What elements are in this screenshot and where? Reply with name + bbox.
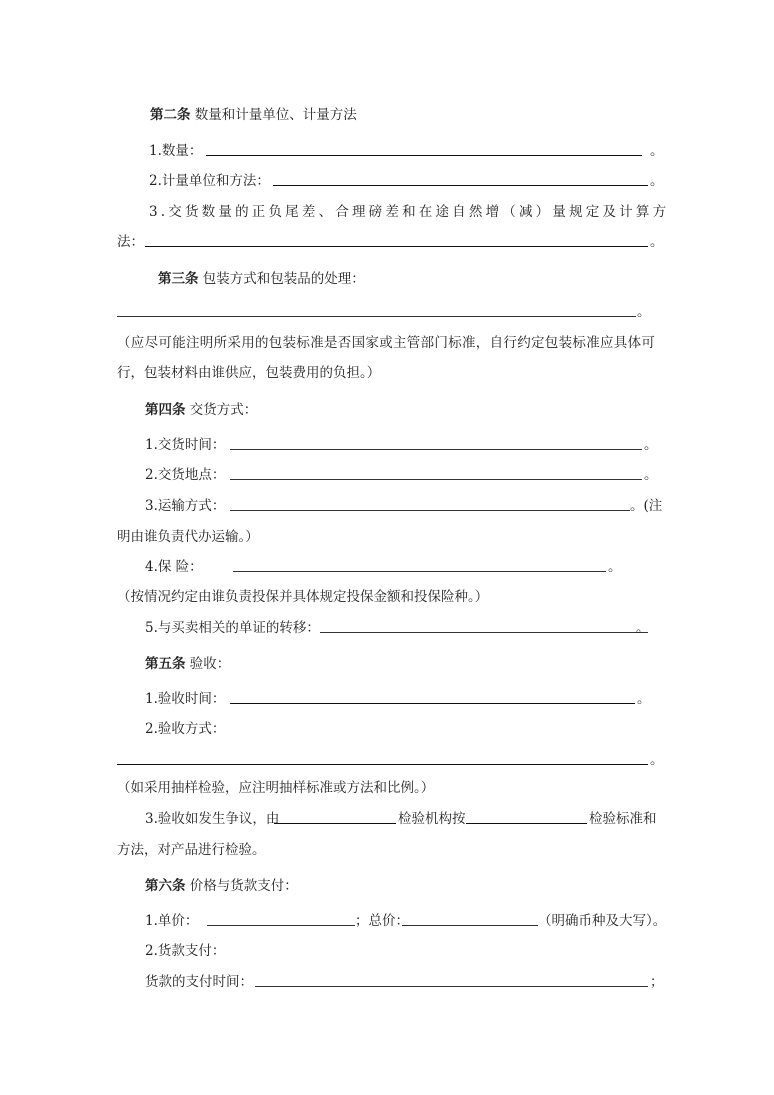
- dispute-text-2: 检验机构按: [398, 811, 466, 827]
- article-6-title: 第六条: [145, 878, 186, 894]
- documents-label: 5.与买卖相关的单证的转移：: [145, 620, 320, 636]
- packaging-period: 。: [637, 304, 651, 320]
- inspection-method-period: 。: [650, 752, 664, 768]
- quantity-label: 1.数量：: [149, 143, 203, 159]
- insurance-blank[interactable]: [233, 571, 606, 572]
- delivery-time-label: 1.交货时间：: [145, 437, 226, 453]
- quantity-period: 。: [650, 143, 664, 159]
- delivery-place-label: 2.交货地点：: [145, 467, 226, 483]
- article-2-text: 数量和计量单位、计量方法: [194, 107, 357, 123]
- delivery-time-blank[interactable]: [230, 449, 642, 450]
- unit-price-label: 1.单价：: [145, 913, 199, 929]
- total-price-label: ；总价：: [355, 913, 409, 929]
- tolerance-line-2: 法：: [117, 234, 144, 250]
- packaging-note-2: 行，包装材料由谁供应，包装费用的负担。）: [117, 365, 381, 381]
- article-5-title: 第五条: [145, 656, 186, 672]
- unit-price-blank[interactable]: [207, 925, 355, 926]
- delivery-place-blank[interactable]: [230, 479, 642, 480]
- delivery-time-period: 。: [644, 437, 658, 453]
- tolerance-line-1: 3.交货数量的正负尾差、合理磅差和在途自然增（减）量规定及计算方: [149, 204, 670, 220]
- unit-method-period: 。: [650, 173, 664, 189]
- tolerance-blank[interactable]: [145, 246, 648, 247]
- payment-time-semicolon: ；: [650, 974, 664, 990]
- documents-period: 。: [636, 620, 650, 636]
- dispute-text-1: 3.验收如发生争议，由: [145, 811, 280, 827]
- inspection-method-blank[interactable]: [117, 764, 648, 765]
- sampling-note: （如采用抽样检验，应注明抽样标准或方法和比例。）: [117, 780, 435, 796]
- inspection-standard-blank[interactable]: [466, 823, 587, 824]
- tolerance-period: 。: [650, 234, 664, 250]
- transport-tail: 。(注: [630, 498, 663, 514]
- total-price-blank[interactable]: [402, 925, 538, 926]
- documents-blank[interactable]: [320, 632, 648, 633]
- dispute-text-3: 检验标准和: [589, 811, 657, 827]
- article-3-heading: [158, 270, 365, 288]
- unit-method-blank[interactable]: [273, 185, 648, 186]
- inspection-agency-blank[interactable]: [274, 823, 396, 824]
- article-3-text: 包装方式和包装品的处理：: [202, 271, 365, 287]
- packaging-note-1: （应尽可能注明所采用的包装标准是否国家或主管部门标准，自行约定包装标准应具体可: [117, 335, 656, 351]
- article-5-text: 验收：: [189, 656, 231, 672]
- article-4-text: 交货方式：: [189, 402, 258, 418]
- quantity-blank[interactable]: [206, 155, 642, 156]
- insurance-label: 4.保 险：: [145, 559, 203, 575]
- article-4-heading: [145, 401, 257, 419]
- article-2-heading: [150, 106, 357, 124]
- insurance-period: 。: [608, 559, 622, 575]
- article-6-text: 价格与货款支付：: [189, 878, 298, 894]
- delivery-place-period: 。: [644, 467, 658, 483]
- transport-note: 明由谁负责代办运输。）: [117, 529, 259, 545]
- article-5-heading: [145, 655, 230, 673]
- insurance-note: （按情况约定由谁负责投保并具体规定投保金额和投保险种。）: [117, 589, 489, 605]
- payment-time-blank[interactable]: [255, 986, 648, 987]
- article-2-title: 第二条: [150, 107, 191, 123]
- article-3-title: 第三条: [158, 271, 199, 287]
- inspection-method-label: 2.验收方式：: [145, 721, 226, 737]
- payment-label: 2.货款支付：: [145, 943, 226, 959]
- currency-note: （明确币种及大写）。: [538, 913, 667, 929]
- article-4-title: 第四条: [145, 402, 186, 418]
- inspection-time-period: 。: [637, 691, 651, 707]
- dispute-text-4: 方法，对产品进行检验。: [117, 842, 266, 858]
- transport-blank[interactable]: [230, 510, 630, 511]
- transport-label: 3.运输方式：: [145, 498, 226, 514]
- unit-method-label: 2.计量单位和方法：: [149, 173, 270, 189]
- article-6-heading: [145, 877, 298, 895]
- packaging-blank[interactable]: [117, 316, 636, 317]
- payment-time-label: 货款的支付时间：: [145, 974, 253, 990]
- inspection-time-blank[interactable]: [230, 703, 635, 704]
- inspection-time-label: 1.验收时间：: [145, 691, 226, 707]
